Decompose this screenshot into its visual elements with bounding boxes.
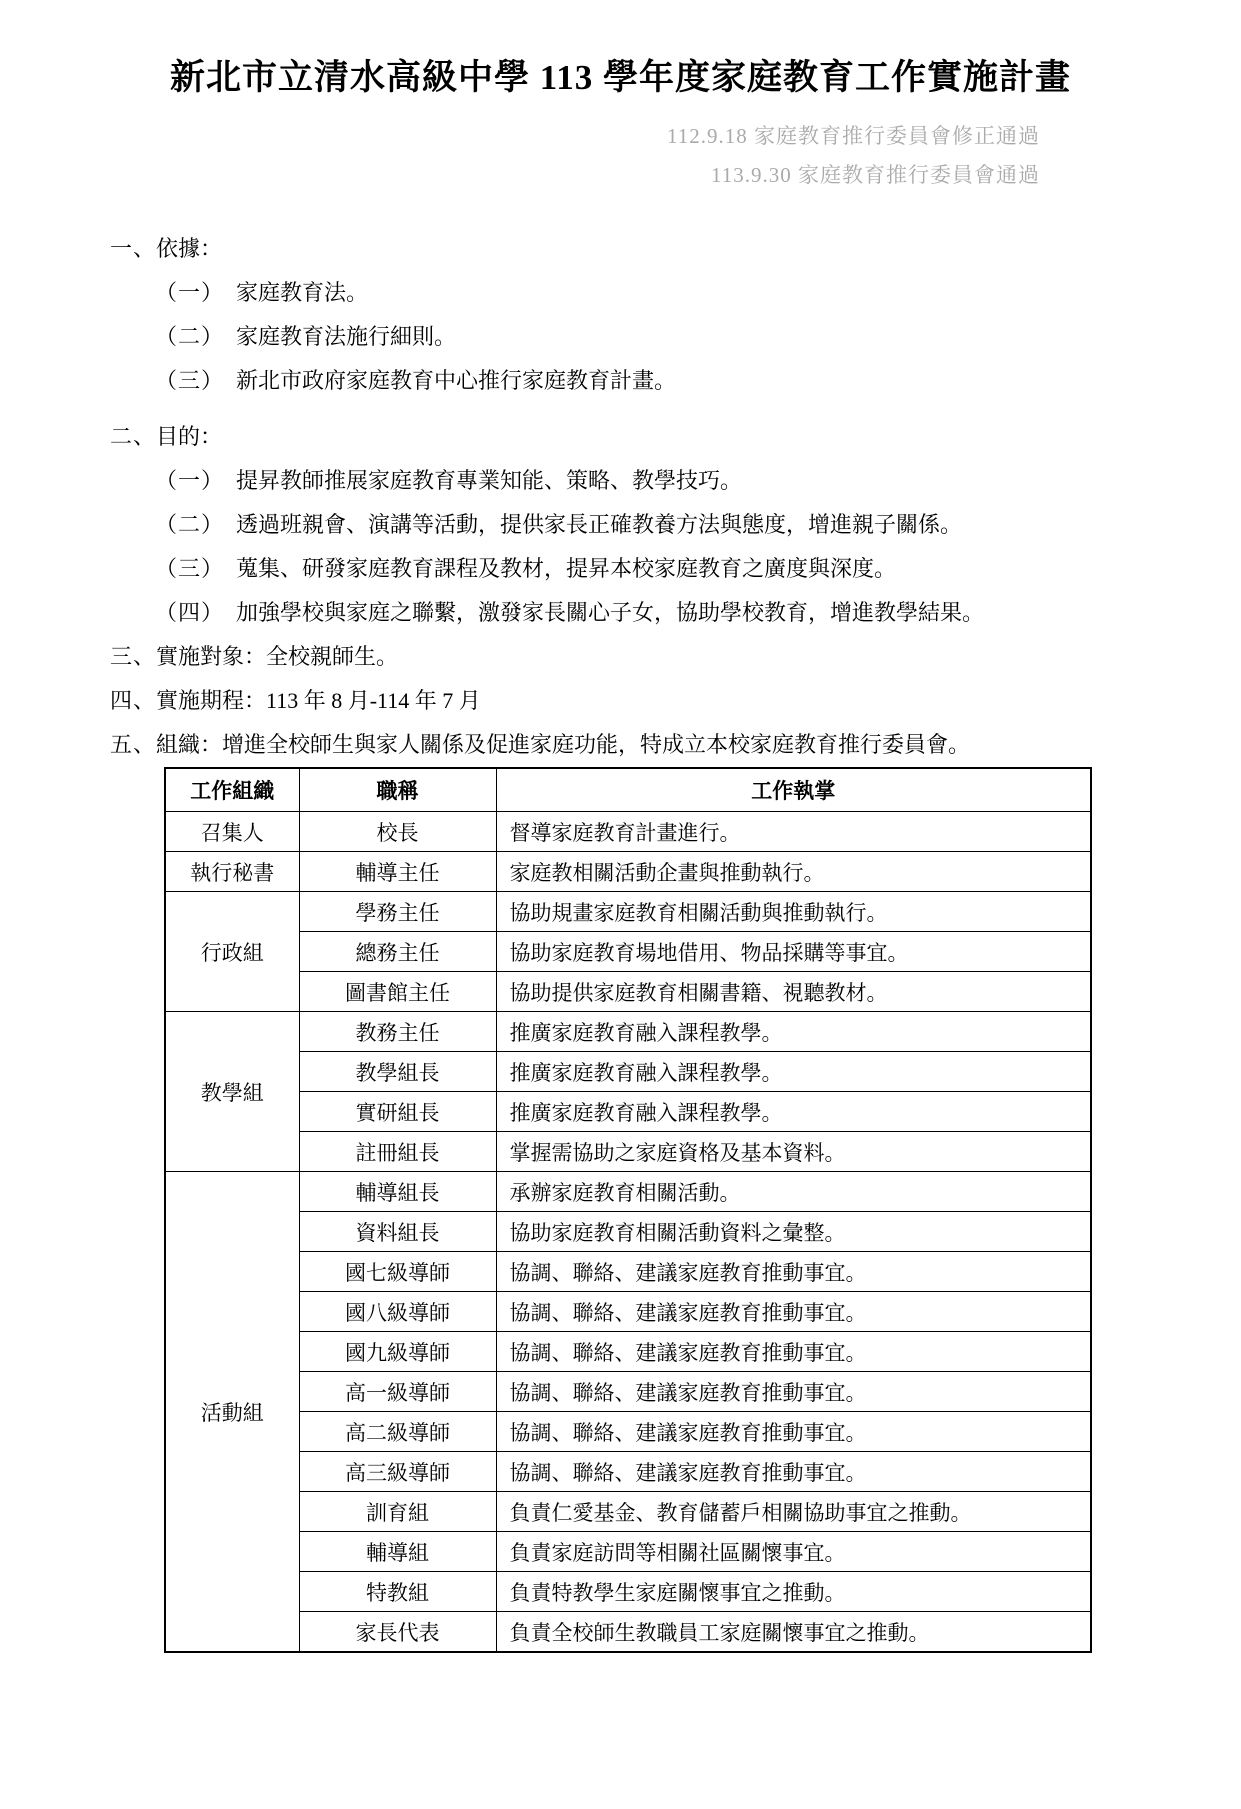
title-cell: 國九級導師	[299, 1332, 496, 1372]
section-3-number: 三、	[110, 643, 157, 669]
section-2-number: 二、	[110, 423, 157, 449]
duty-cell: 家庭教相關活動企畫與推動執行。	[496, 852, 1091, 892]
table-row	[165, 1052, 1091, 1092]
section-2-heading	[0, 413, 1241, 457]
title-cell: 圖書館主任	[299, 972, 496, 1012]
title-cell: 實研組長	[299, 1092, 496, 1132]
section-5-number: 五、	[110, 731, 157, 757]
document-page	[0, 54, 1241, 1809]
title-cell: 校長	[299, 812, 496, 852]
table-row	[165, 1012, 1091, 1052]
duty-cell: 推廣家庭教育融入課程教學。	[496, 1012, 1091, 1052]
item-number: （一）	[155, 279, 225, 305]
section-5-heading	[0, 721, 1241, 765]
item-text: 透過班親會、演講等活動，提供家長正確教養方法與態度，增進親子關係。	[236, 511, 963, 537]
table-row	[165, 1452, 1091, 1492]
duty-cell: 協調、聯絡、建議家庭教育推動事宜。	[496, 1452, 1091, 1492]
duty-cell: 協調、聯絡、建議家庭教育推動事宜。	[496, 1292, 1091, 1332]
section-1-title: 依據：	[156, 235, 223, 261]
item-number: （二）	[155, 323, 225, 349]
duty-cell: 推廣家庭教育融入課程教學。	[496, 1092, 1091, 1132]
title-cell: 輔導組	[299, 1532, 496, 1572]
table-row	[165, 1132, 1091, 1172]
table-row	[165, 892, 1091, 932]
item-number: （二）	[155, 511, 225, 537]
section-5-title: 組織：增進全校師生與家人關係及促進家庭功能，特成立本校家庭教育推行委員會。	[156, 731, 971, 757]
title-cell: 教學組長	[299, 1052, 496, 1092]
col-header-duties: 工作執掌	[496, 768, 1091, 812]
section-2-item-2	[0, 501, 1241, 545]
table-row	[165, 1612, 1091, 1653]
table-header-row	[165, 768, 1091, 812]
revision-note-1: 112.9.18 家庭教育推行委員會修正通過	[667, 124, 1040, 149]
item-text: 家庭教育法。	[236, 279, 369, 305]
duty-cell: 負責特教學生家庭關懷事宜之推動。	[496, 1572, 1091, 1612]
title-cell: 特教組	[299, 1572, 496, 1612]
duty-cell: 推廣家庭教育融入課程教學。	[496, 1052, 1091, 1092]
item-text: 加強學校與家庭之聯繫，激發家長關心子女，協助學校教育，增進教學結果。	[236, 599, 985, 625]
duty-cell: 協調、聯絡、建議家庭教育推動事宜。	[496, 1332, 1091, 1372]
table-row	[165, 852, 1091, 892]
table-row	[165, 1492, 1091, 1532]
table-row	[165, 1532, 1091, 1572]
organization-table	[164, 767, 1092, 1653]
item-number: （三）	[155, 555, 225, 581]
duty-cell: 掌握需協助之家庭資格及基本資料。	[496, 1132, 1091, 1172]
section-3-heading	[0, 633, 1241, 677]
title-cell: 國八級導師	[299, 1292, 496, 1332]
group-cell-administration: 行政組	[165, 892, 299, 1012]
table-row	[165, 1332, 1091, 1372]
title-cell: 輔導組長	[299, 1172, 496, 1212]
duty-cell: 協助家庭教育場地借用、物品採購等事宜。	[496, 932, 1091, 972]
title-cell: 教務主任	[299, 1012, 496, 1052]
group-cell-convener: 召集人	[165, 812, 299, 852]
table-row	[165, 1292, 1091, 1332]
group-cell-activity: 活動組	[165, 1172, 299, 1653]
section-3-title: 實施對象：全校親師生。	[156, 643, 399, 669]
section-4-title: 實施期程：113 年 8 月-114 年 7 月	[156, 687, 481, 713]
group-cell-executive-secretary: 執行秘書	[165, 852, 299, 892]
section-1-heading	[0, 225, 1241, 269]
section-1-item-1	[0, 269, 1241, 313]
duty-cell: 承辦家庭教育相關活動。	[496, 1172, 1091, 1212]
duty-cell: 協調、聯絡、建議家庭教育推動事宜。	[496, 1252, 1091, 1292]
item-text: 家庭教育法施行細則。	[236, 323, 457, 349]
section-2-item-3	[0, 545, 1241, 589]
group-cell-teaching: 教學組	[165, 1012, 299, 1172]
section-1-number: 一、	[110, 235, 157, 261]
section-4-heading	[0, 677, 1241, 721]
item-number: （一）	[155, 467, 225, 493]
section-2-item-1	[0, 457, 1241, 501]
title-cell: 總務主任	[299, 932, 496, 972]
table-row	[165, 1572, 1091, 1612]
document-body	[0, 225, 1241, 1653]
duty-cell: 協助家庭教育相關活動資料之彙整。	[496, 1212, 1091, 1252]
title-cell: 高一級導師	[299, 1372, 496, 1412]
revision-note-2: 113.9.30 家庭教育推行委員會通過	[711, 163, 1040, 188]
duty-cell: 協調、聯絡、建議家庭教育推動事宜。	[496, 1412, 1091, 1452]
duty-cell: 協助規畫家庭教育相關活動與推動執行。	[496, 892, 1091, 932]
duty-cell: 負責全校師生教職員工家庭關懷事宜之推動。	[496, 1612, 1091, 1653]
table-row	[165, 932, 1091, 972]
title-cell: 國七級導師	[299, 1252, 496, 1292]
title-cell: 家長代表	[299, 1612, 496, 1653]
revision-notes	[0, 117, 1241, 195]
section-2-title: 目的：	[156, 423, 223, 449]
page-title: 新北市立清水高級中學 113 學年度家庭教育工作實施計畫	[169, 58, 1072, 97]
section-4-number: 四、	[110, 687, 157, 713]
table-row	[165, 812, 1091, 852]
table-row	[165, 1252, 1091, 1292]
title-cell: 高三級導師	[299, 1452, 496, 1492]
section-1-item-2	[0, 313, 1241, 357]
item-text: 蒐集、研發家庭教育課程及教材，提昇本校家庭教育之廣度與深度。	[236, 555, 897, 581]
item-text: 提昇教師推展家庭教育專業知能、策略、教學技巧。	[236, 467, 743, 493]
duty-cell: 負責仁愛基金、教育儲蓄戶相關協助事宜之推動。	[496, 1492, 1091, 1532]
table-row	[165, 1172, 1091, 1212]
title-cell: 學務主任	[299, 892, 496, 932]
duty-cell: 負責家庭訪問等相關社區關懷事宜。	[496, 1532, 1091, 1572]
item-number: （三）	[155, 367, 225, 393]
table-row	[165, 1412, 1091, 1452]
col-header-organization: 工作組織	[165, 768, 299, 812]
table-row	[165, 972, 1091, 1012]
item-number: （四）	[155, 599, 225, 625]
table-row	[165, 1212, 1091, 1252]
duty-cell: 協助提供家庭教育相關書籍、視聽教材。	[496, 972, 1091, 1012]
duty-cell: 督導家庭教育計畫進行。	[496, 812, 1091, 852]
table-row	[165, 1092, 1091, 1132]
title-cell: 資料組長	[299, 1212, 496, 1252]
title-cell: 註冊組長	[299, 1132, 496, 1172]
section-2-item-4	[0, 589, 1241, 633]
title-cell: 輔導主任	[299, 852, 496, 892]
section-1-item-3	[0, 357, 1241, 401]
title-cell: 訓育組	[299, 1492, 496, 1532]
table-row	[165, 1372, 1091, 1412]
duty-cell: 協調、聯絡、建議家庭教育推動事宜。	[496, 1372, 1091, 1412]
col-header-job-title: 職稱	[299, 768, 496, 812]
item-text: 新北市政府家庭教育中心推行家庭教育計畫。	[236, 367, 677, 393]
title-cell: 高二級導師	[299, 1412, 496, 1452]
